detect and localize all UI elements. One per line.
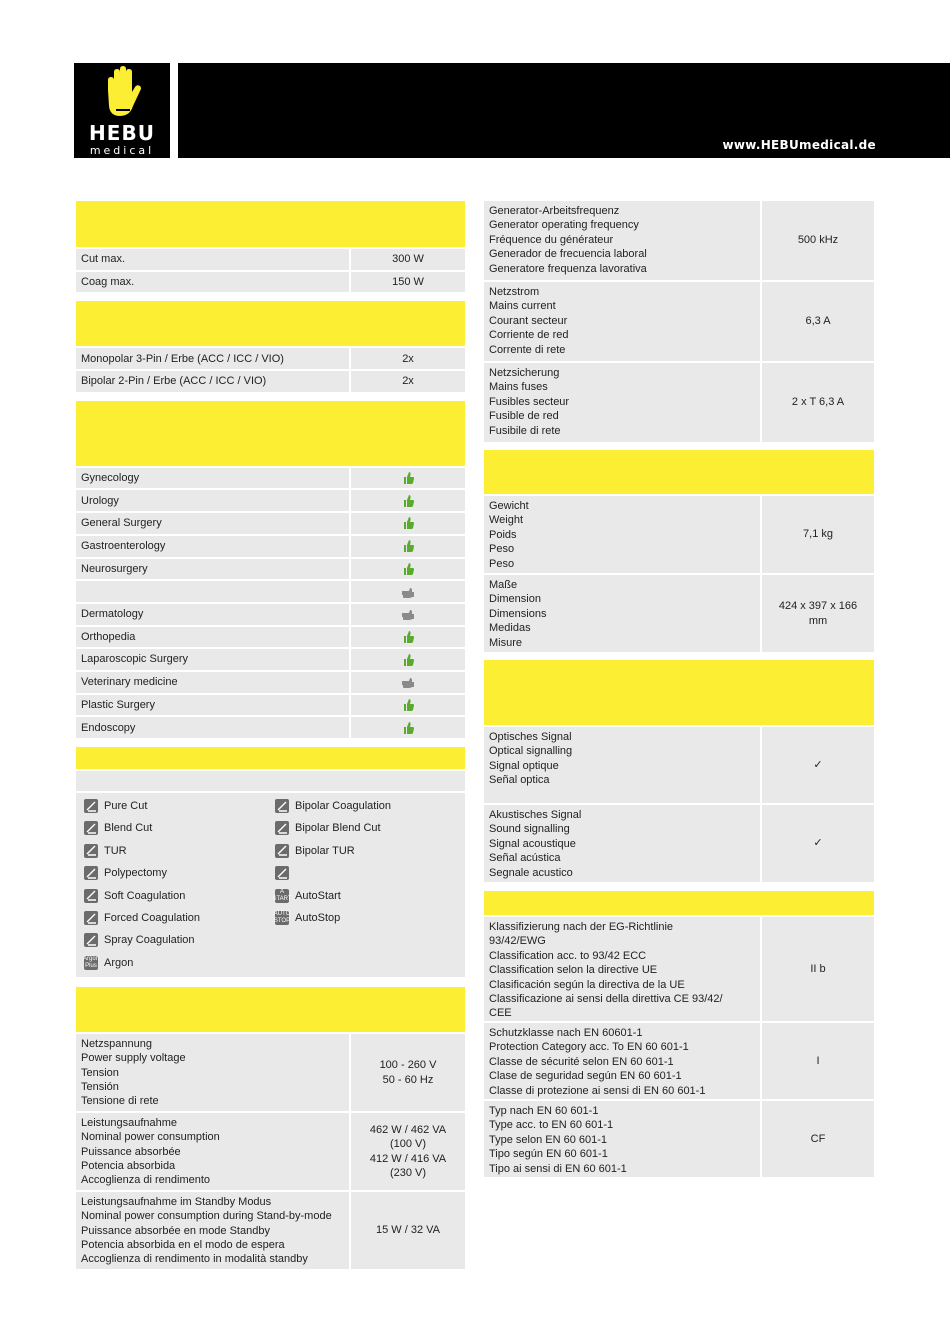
- autostop-icon: AUTO STOP: [273, 911, 291, 924]
- row-label: Klassifizierung nach der EG-Richtlinie 93/42/EWG Classification acc. to 93/42 ECC Classification selon la directive UE Clasificación según la directiva de la UE Classificazione ai sensi della direttiva CE 93/42/ CEE: [489, 921, 723, 1020]
- specialty-label: Veterinary medicine: [81, 676, 178, 689]
- suitability-cell: [349, 468, 465, 489]
- mode-label: Bipolar Coagulation: [295, 800, 392, 812]
- mode-label: Bipolar Blend Cut: [295, 822, 381, 835]
- table-row: [76, 695, 465, 716]
- physical-table: [484, 496, 874, 652]
- row-label: Akustisches Signal Sound signalling Signal acoustique Señal acústica Segnale acustico: [489, 809, 582, 879]
- left-column: [76, 201, 465, 1271]
- row-value: 2x: [349, 371, 465, 392]
- table-row: [484, 363, 874, 442]
- connections-table: [76, 348, 465, 391]
- mode-item: [275, 799, 391, 813]
- specialty-label: General Surgery: [81, 517, 162, 530]
- mode-item: [84, 866, 167, 880]
- table-row: [76, 1192, 465, 1269]
- forced-coagulation-icon: [84, 911, 98, 925]
- electrical-header: [76, 987, 465, 1032]
- thumbs-up-icon: [401, 562, 415, 576]
- mode-item: [84, 799, 147, 813]
- row-label: Generator-Arbeitsfrequenz Generator operating frequency Fréquence du générateur Generador de frecuencia laboral Generatore frequenza lavorativa: [489, 205, 647, 275]
- row-label: Maße Dimension Dimensions Medidas Misure: [489, 579, 547, 649]
- table-row: [76, 1034, 465, 1111]
- connections-header: [76, 301, 465, 346]
- modes-subheader: [76, 771, 465, 791]
- bipolar-special-icon: [275, 866, 289, 880]
- mode-label: AutoStart: [295, 889, 341, 902]
- power-output-table: [76, 249, 465, 292]
- mode-item: [275, 911, 340, 925]
- row-label: Optisches Signal Optical signalling Signal optique Señal optica: [489, 731, 573, 787]
- autostart-icon: A START: [272, 888, 292, 902]
- mode-item: [84, 821, 152, 835]
- table-row: [76, 672, 465, 693]
- mode-item: [84, 933, 195, 947]
- polypectomy-icon: [84, 866, 98, 880]
- table-row: [76, 604, 465, 625]
- row-value: 2x: [349, 348, 465, 369]
- row-value: 500 kHz: [760, 201, 874, 280]
- thumbs-sideways-icon: [401, 585, 415, 599]
- spray-coagulation-icon: [84, 933, 98, 947]
- mode-item: [275, 866, 295, 880]
- generator-table: [484, 201, 874, 442]
- bipolar-coagulation-icon: [275, 799, 289, 813]
- thumbs-up-icon: [401, 516, 415, 530]
- row-label: Schutzklasse nach EN 60601-1 Protection Category acc. To EN 60 601-1 Classe de sécurité selon EN 60 601-1 Clase de seguridad según EN 60 601-1 Classe di protezione ai sensi di EN 60 601-1: [489, 1027, 706, 1097]
- brand-logo: [74, 63, 170, 158]
- thumbs-up-icon: [401, 630, 415, 644]
- table-row: [484, 917, 874, 1021]
- row-label: Bipolar 2-Pin / Erbe (ACC / ICC / VIO): [81, 375, 267, 388]
- mode-label: Spray Coagulation: [104, 934, 195, 947]
- specialty-label: [76, 581, 349, 602]
- row-label: Leistungsaufnahme Nominal power consumption Puissance absorbée Potencia absorbida Accoglienza di rendimento: [81, 1117, 220, 1187]
- specialty-label: Orthopedia: [81, 630, 136, 643]
- signals-header: [484, 660, 874, 725]
- table-row: [76, 1113, 465, 1190]
- specialty-label: Endoscopy: [81, 721, 136, 734]
- row-value: II b: [760, 917, 874, 1021]
- tur-icon: [84, 844, 98, 858]
- specialty-label: Dermatology: [81, 608, 144, 621]
- table-row: [76, 581, 465, 602]
- table-row: [484, 805, 874, 882]
- soft-coagulation-icon: [84, 889, 98, 903]
- physical-header: [484, 450, 874, 494]
- row-value: 424 x 397 x 166 mm: [760, 575, 874, 652]
- row-value: 6,3 A: [760, 282, 874, 361]
- specialty-label: Plastic Surgery: [81, 698, 155, 711]
- mode-label: Forced Coagulation: [104, 912, 201, 924]
- mode-label: Bipolar TUR: [295, 844, 355, 857]
- mode-label: Polypectomy: [104, 867, 167, 880]
- pure-cut-icon: [84, 799, 98, 813]
- mode-item: [84, 911, 200, 925]
- hand-icon: [102, 66, 142, 120]
- website-url[interactable]: www.HEBUmedical.de: [722, 138, 876, 152]
- row-label: Netzspannung Power supply voltage Tension Tensión Tensione di rete: [81, 1038, 186, 1108]
- specialties-table: [76, 468, 465, 738]
- row-value: 7,1 kg: [760, 496, 874, 573]
- table-row: [76, 468, 465, 489]
- bipolar-tur-icon: [275, 844, 289, 858]
- mode-label: TUR: [104, 844, 127, 857]
- row-label: Typ nach EN 60 601-1 Type acc. to EN 60 601-1 Type selon EN 60 601-1 Tipo según EN 60 601-1 Tipo ai sensi di EN 60 601-1: [489, 1105, 627, 1175]
- mode-item: [84, 889, 185, 903]
- thumbs-up-icon: [401, 698, 415, 712]
- thumbs-up-icon: [401, 471, 415, 485]
- signals-table: [484, 727, 874, 882]
- table-row: [76, 490, 465, 511]
- thumbs-up-icon: [401, 653, 415, 667]
- mode-item: [275, 821, 381, 835]
- row-label: Coag max.: [81, 275, 135, 288]
- table-row: [484, 575, 874, 652]
- row-value: 150 W: [349, 272, 465, 293]
- table-row: [484, 282, 874, 361]
- mode-label: AutoStop: [295, 912, 341, 924]
- suitability-cell: [349, 672, 465, 693]
- blend-cut-icon: [84, 821, 98, 835]
- row-value: I: [760, 1023, 874, 1099]
- electrical-table: [76, 1034, 465, 1269]
- suitability-cell: [349, 513, 465, 534]
- suitability-cell: [349, 695, 465, 716]
- row-label: Cut max.: [81, 253, 126, 266]
- table-row: [484, 1101, 874, 1177]
- row-label: Netzsicherung Mains fuses Fusibles secteur Fusible de red Fusibile di rete: [489, 367, 570, 437]
- table-row: [76, 513, 465, 534]
- table-row: [76, 348, 465, 369]
- modes-panel: [76, 793, 465, 977]
- mode-label: Argon: [104, 956, 134, 969]
- table-row: [76, 536, 465, 557]
- thumbs-up-icon: [401, 494, 415, 508]
- table-row: [76, 249, 465, 270]
- table-row: [484, 201, 874, 280]
- specialty-label: Neurosurgery: [81, 562, 148, 575]
- table-row: [76, 371, 465, 392]
- power-output-header: [76, 201, 465, 247]
- table-row: [76, 559, 465, 580]
- classification-header: [484, 891, 874, 915]
- thumbs-sideways-icon: [401, 675, 415, 689]
- mode-item: [84, 956, 133, 970]
- suitability-cell: [349, 490, 465, 511]
- mode-label: Soft Coagulation: [104, 889, 186, 902]
- table-row: [76, 272, 465, 293]
- specialty-label: Gastroenterology: [81, 540, 166, 552]
- suitability-cell: [349, 604, 465, 625]
- logo-subtitle: medical: [89, 144, 155, 157]
- row-value: ✓: [760, 727, 874, 803]
- specialties-header: [76, 401, 465, 466]
- classification-table: [484, 917, 874, 1177]
- row-label: Gewicht Weight Poids Peso Peso: [489, 500, 529, 570]
- mode-item: [272, 888, 341, 903]
- row-label: Monopolar 3-Pin / Erbe (ACC / ICC / VIO): [81, 352, 284, 365]
- mode-label: Pure Cut: [104, 800, 148, 812]
- table-row: [76, 649, 465, 670]
- specialty-label: Gynecology: [81, 471, 140, 484]
- thumbs-up-icon: [401, 721, 415, 735]
- table-row: [484, 727, 874, 803]
- row-label: Leistungsaufnahme im Standby Modus Nominal power consumption during Stand-by-mode Puissance absorbée en mode Standby Potencia absorbida en el modo de espera Accoglienza di rendimento in modalità standby: [81, 1196, 332, 1266]
- table-row: [484, 496, 874, 573]
- suitability-cell: [349, 717, 465, 738]
- specialty-label: Urology: [81, 494, 119, 507]
- row-value: 100 - 260 V 50 - 60 Hz: [349, 1034, 465, 1111]
- row-label: Netzstrom Mains current Courant secteur Corriente de red Corrente di rete: [489, 286, 569, 356]
- row-value: 15 W / 32 VA: [349, 1192, 465, 1269]
- suitability-cell: [349, 559, 465, 580]
- mode-label: Blend Cut: [104, 822, 153, 835]
- right-column: [484, 201, 874, 1179]
- suitability-cell: [349, 581, 465, 602]
- logo-wordmark: HEBU: [89, 121, 155, 145]
- table-row: [76, 627, 465, 648]
- row-value: 300 W: [349, 249, 465, 270]
- table-row: [76, 717, 465, 738]
- row-value: 462 W / 462 VA (100 V) 412 W / 416 VA (230 V): [349, 1113, 465, 1190]
- mode-item: [84, 844, 127, 858]
- suitability-cell: [349, 649, 465, 670]
- table-row: [484, 1023, 874, 1099]
- specialty-label: Laparoscopic Surgery: [81, 653, 189, 666]
- argon-icon: Argon Plus: [83, 955, 100, 969]
- suitability-cell: [349, 536, 465, 557]
- row-value: ✓: [760, 805, 874, 882]
- mode-item: [275, 844, 355, 858]
- modes-header: [76, 747, 465, 769]
- bipolar-blend-cut-icon: [275, 821, 289, 835]
- thumbs-up-icon: [401, 539, 415, 553]
- suitability-cell: [349, 627, 465, 648]
- row-value: CF: [760, 1101, 874, 1177]
- row-value: 2 x T 6,3 A: [760, 363, 874, 442]
- thumbs-sideways-icon: [401, 607, 415, 621]
